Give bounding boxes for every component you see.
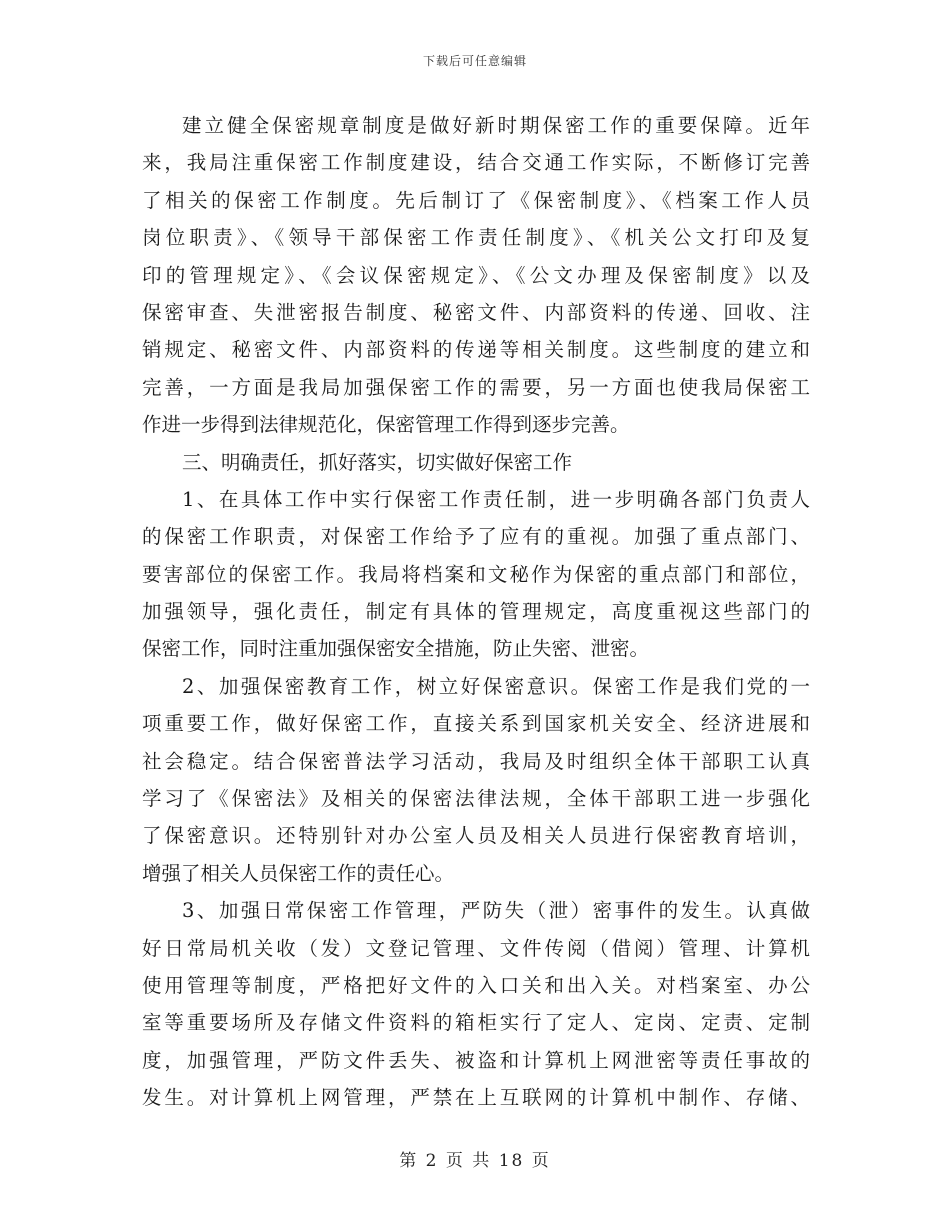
text-line: 销规定、秘密文件、内部资料的传递等相关制度。这些制度的建立和 xyxy=(142,338,810,362)
page-header-note: 下载后可任意编辑 xyxy=(422,54,527,68)
text-line: 来，我局注重保密工作制度建设，结合交通工作实际，不断修订完善 xyxy=(142,151,810,175)
section-heading: 三、明确责任，抓好落实，切实做好保密工作 xyxy=(182,450,573,474)
text-line: 要害部位的保密工作。我局将档案和文秘作为保密的重点部门和部位， xyxy=(142,562,810,586)
text-line: 印的管理规定》、《会议保密规定》、《公文办理及保密制度》以及 xyxy=(142,263,810,287)
text-line: 了相关的保密工作制度。先后制订了《保密制度》、《档案工作人员 xyxy=(142,188,810,212)
text-line: 的保密工作职责，对保密工作给予了应有的重视。加强了重点部门、 xyxy=(142,525,810,549)
text-line: 2、加强保密教育工作，树立好保密意识。保密工作是我们党的一 xyxy=(182,674,810,698)
text-line: 社会稳定。结合保密普法学习活动，我局及时组织全体干部职工认真 xyxy=(142,749,810,773)
text-line: 度，加强管理，严防文件丢失、被盗和计算机上网泄密等责任事故的 xyxy=(142,1048,810,1072)
page-number-footer: 第 2 页 共 18 页 xyxy=(399,1151,551,1171)
text-line: 完善，一方面是我局加强保密工作的需要，另一方面也使我局保密工 xyxy=(142,375,810,399)
text-line: 保密审查、失泄密报告制度、秘密文件、内部资料的传递、回收、注 xyxy=(142,300,810,324)
text-line: 3、加强日常保密工作管理，严防失（泄）密事件的发生。认真做 xyxy=(182,899,810,923)
text-line: 使用管理等制度，严格把好文件的入口关和出入关。对档案室、办公 xyxy=(142,973,810,997)
document-body xyxy=(142,107,810,1117)
text-line: 了保密意识。还特别针对办公室人员及相关人员进行保密教育培训， xyxy=(142,824,810,848)
text-line: 学习了《保密法》及相关的保密法律法规，全体干部职工进一步强化 xyxy=(142,787,810,811)
text-line: 增强了相关人员保密工作的责任心。 xyxy=(142,861,455,885)
text-line: 保密工作，同时注重加强保密安全措施，防止失密、泄密。 xyxy=(142,637,650,661)
text-line: 项重要工作，做好保密工作，直接关系到国家机关安全、经济进展和 xyxy=(142,712,810,736)
text-line: 室等重要场所及存储文件资料的箱柜实行了定人、定岗、定责、定制 xyxy=(142,1011,810,1035)
text-line: 作进一步得到法律规范化，保密管理工作得到逐步完善。 xyxy=(142,413,630,437)
text-line: 建立健全保密规章制度是做好新时期保密工作的重要保障。近年 xyxy=(182,114,810,137)
text-line: 加强领导，强化责任，制定有具体的管理规定，高度重视这些部门的 xyxy=(142,600,810,624)
text-line: 1、在具体工作中实行保密工作责任制，进一步明确各部门负责人 xyxy=(182,487,810,511)
text-line: 好日常局机关收（发）文登记管理、文件传阅（借阅）管理、计算机 xyxy=(142,936,810,960)
text-line: 岗位职责》、《领导干部保密工作责任制度》、《机关公文打印及复 xyxy=(142,226,810,250)
text-line: 发生。对计算机上网管理，严禁在上互联网的计算机中制作、存储、 xyxy=(142,1086,810,1110)
